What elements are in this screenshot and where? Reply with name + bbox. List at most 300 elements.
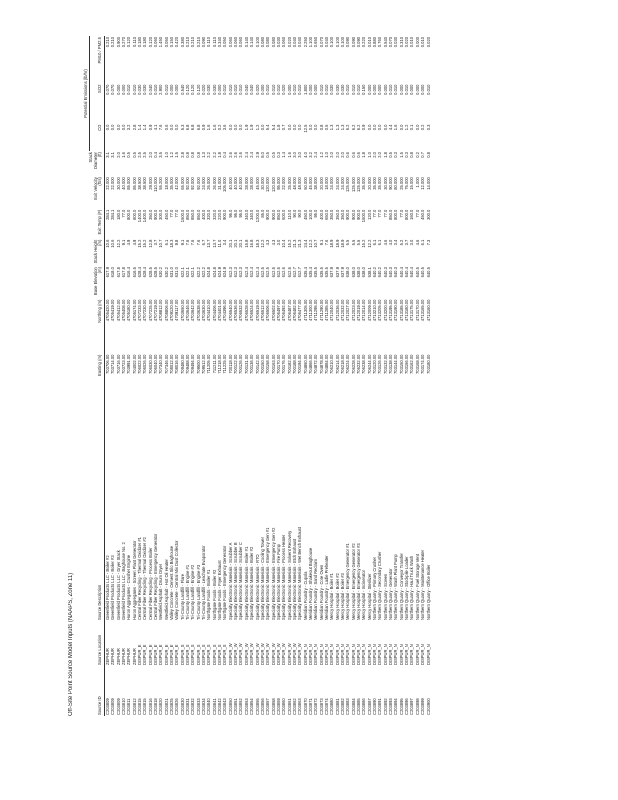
table-cell: 92.000 (190, 177, 196, 190)
table-cell: 638.0 (345, 267, 351, 278)
table-cell: 18.9 (329, 239, 335, 248)
table-cell: 35.000 (361, 177, 367, 190)
table-cell: C203852 (238, 698, 244, 715)
table-cell: C203862 (291, 698, 297, 715)
table-cell: C203874 (323, 698, 329, 715)
table-cell: 612.4 (243, 267, 249, 278)
table-cell: 0.010 (238, 84, 244, 95)
table-cell: 0.010 (409, 37, 415, 48)
table-cell: 0.180 (142, 37, 148, 48)
table-cell: 95.0 (238, 209, 244, 218)
table-cell: 350.0 (334, 209, 340, 220)
table-cell: 7.6 (323, 239, 329, 246)
table-cell: 4713170.00 (414, 299, 420, 322)
table-cell: DISPUR_N (366, 644, 372, 666)
table-cell: C203810 (120, 698, 126, 715)
table-cell: Specialty Electronic Materials - Emergency Gen #2 (270, 527, 276, 621)
table-cell: 628.5 (147, 267, 153, 278)
table-cell: 2.0 (372, 152, 378, 158)
table-cell: DISPUR_E (142, 644, 148, 666)
table-cell: Northern Quarry - Primary Crusher (372, 557, 378, 621)
table-cell: C203899 (420, 698, 426, 715)
table-cell: 1.0 (366, 152, 372, 158)
table-cell: 9.8 (174, 239, 180, 246)
table-cell: 4.0 (388, 239, 394, 246)
table-cell: 0.220 (361, 37, 367, 48)
table-cell: DISPUR_W (270, 643, 276, 666)
table-cell: Central Fiber Recycling - Process Boiler (147, 547, 153, 621)
table-cell: 0.0 (227, 124, 233, 131)
table-cell: 3.1 (110, 152, 116, 158)
table-cell: 622.1 (190, 267, 196, 278)
table-cell: C203872 (313, 698, 319, 715)
table-cell: 640.4 (409, 267, 415, 278)
table-cell: 0.010 (393, 84, 399, 95)
table-cell: Mercy Hospital - Sterilizer (366, 573, 372, 621)
table-cell: 0.000 (217, 84, 223, 95)
table-cell: 4707230.00 (142, 299, 148, 322)
table-cell: Meridian Foundry - Cupola (302, 571, 308, 621)
table-cell: DISPUR_S (179, 644, 185, 666)
table-cell: C203863 (297, 698, 303, 715)
table-cell: 20.1 (233, 239, 239, 248)
table-cell: C203873 (318, 698, 324, 715)
table-cell: 635.5 (318, 267, 324, 278)
table-cell: C203870 (302, 698, 308, 715)
table-cell: 284.1 (104, 209, 110, 220)
table-cell: 0.6 (356, 152, 362, 158)
table-cell: 612.5 (270, 267, 276, 278)
table-cell: 706218.00 (340, 354, 345, 374)
column-header: Easting (m) (89, 354, 104, 409)
table-cell: 1.5 (174, 152, 180, 158)
table-cell: 40.000 (227, 177, 233, 190)
table-cell: C203815 (142, 698, 148, 715)
table-cell: 0.010 (275, 84, 281, 95)
table-cell: Westfield Asphalt - Hot Oil Heater (163, 559, 169, 621)
table-cell: 0.120 (185, 84, 191, 95)
table-cell: 850.0 (195, 209, 201, 220)
table-cell: 320.0 (206, 209, 212, 220)
table-cell: 4711300.00 (307, 299, 313, 321)
table-cell: 6.1 (377, 239, 383, 246)
table-cell: Specialty Electronic Materials - Scrubber B (233, 542, 239, 621)
table-cell: 3.4 (222, 239, 228, 246)
table-cell: 110.0 (286, 209, 292, 220)
table-cell: DISPUR_S (206, 644, 212, 666)
table-cell: 0.0 (398, 124, 404, 131)
table-cell: DISPUR_E (174, 644, 180, 666)
table-cell: 4704401.00 (217, 299, 223, 322)
table-cell: 0.100 (340, 37, 345, 48)
table-cell: DISPUR_W (243, 643, 249, 666)
table-cell: Meridian Foundry - Ladle Preheater (323, 555, 329, 621)
table-cell: DISPUR_W (275, 643, 281, 666)
table-cell: 1.2 (318, 152, 324, 158)
source-input-table (84, 36, 431, 716)
table-cell: 612.6 (286, 267, 292, 278)
table-cell: 0.210 (185, 37, 191, 48)
table-cell: Huron Aggregates - Screen Plant Generator (131, 540, 137, 621)
table-cell: 40.000 (233, 177, 239, 190)
table-cell: 709488.00 (185, 354, 191, 374)
table-cell: Specialty Electronic Materials - Cooling Tower (259, 537, 265, 621)
table-cell: 1.6 (120, 152, 126, 158)
table-cell: Mercy Hospital - Emergency Generator #2 (350, 543, 356, 621)
table-cell: ZEPHUR (104, 648, 110, 666)
table-cell: 711211.00 (211, 354, 217, 374)
table-cell: 13.7 (211, 239, 217, 248)
table-cell: 700188.00 (291, 354, 297, 374)
table-cell: DISPUR_W (259, 643, 265, 666)
table-cell: 92.000 (185, 177, 191, 190)
table-cell: 0.030 (393, 37, 399, 48)
table-cell: DISPUR_W (265, 643, 271, 666)
table-cell: 0.000 (414, 37, 420, 48)
table-cell: 900.0 (356, 209, 362, 220)
table-cell: 3.0 (291, 152, 297, 158)
table-cell: Tri-County Landfill - Leachate Evaporator (201, 545, 207, 621)
table-cell: 640.5 (420, 267, 426, 278)
table-cell: 0.070 (110, 84, 116, 95)
table-cell: 635.4 (307, 267, 313, 278)
table-cell: 700122.00 (233, 354, 239, 374)
table-cell: 21.3 (297, 239, 303, 248)
table-cell: 1.9 (249, 124, 255, 131)
table-cell: 13.7 (206, 239, 212, 248)
table-cell: 900.0 (265, 209, 271, 220)
table-cell: 4706492.00 (281, 299, 287, 322)
table-cell: 706030.00 (147, 354, 153, 374)
table-cell: 711218.00 (217, 354, 223, 374)
table-cell: 637.9 (340, 267, 345, 278)
table-cell: 0.010 (291, 84, 297, 95)
table-cell: 3.5 (158, 152, 164, 158)
table-cell: C203882 (340, 698, 345, 715)
table-cell: 706210.00 (329, 354, 335, 374)
table-cell: 0.030 (136, 84, 142, 95)
table-cell: 284.1 (110, 209, 116, 220)
table-cell: 706026.00 (142, 354, 148, 374)
table-cell: C203890 (372, 698, 378, 715)
table-cell: Northern Quarry - Screen (382, 573, 388, 621)
table-cell: 707340.00 (158, 354, 164, 374)
table-cell: 0.060 (227, 37, 233, 48)
table-cell: Specialty Electronic Materials - Emergency Gen #1 (265, 527, 271, 621)
table-cell: 2.0 (329, 152, 335, 158)
table-cell: 0.5 (131, 152, 137, 158)
table-cell: 35.000 (372, 177, 378, 190)
column-header-row (89, 36, 104, 716)
table-cell: DISPUR_E (158, 644, 164, 666)
table-cell: 12.2 (115, 239, 121, 248)
table-cell: 0.000 (120, 84, 126, 95)
table-cell: 706040.00 (152, 354, 158, 374)
table-cell: 125.000 (345, 177, 351, 192)
table-cell: 0.000 (382, 84, 388, 95)
table-cell: 35.000 (377, 177, 383, 190)
table-cell: 622.2 (195, 267, 201, 278)
table-cell: 617.8 (120, 267, 126, 278)
table-cell: C203840 (206, 698, 212, 715)
table-cell: 50.000 (302, 177, 308, 190)
table-cell: Specialty Electronic Materials - Scrubber A (227, 542, 233, 621)
table-cell: 4712009.00 (366, 299, 372, 322)
table-cell: 0.6 (350, 152, 356, 158)
table-cell: 638.0 (350, 267, 356, 278)
table-cell: 4.9 (126, 239, 132, 246)
table-cell: 1.8 (275, 124, 281, 131)
table-cell: 0.000 (377, 84, 383, 95)
table-cell: ZEPHUR (126, 648, 132, 666)
table-cell: Mercy Hospital - Incinerator (361, 569, 367, 621)
table-cell: 2.6 (227, 152, 233, 158)
table-cell: 624.8 (211, 267, 217, 278)
table-cell: DISPUR_N (329, 644, 335, 666)
table-cell: 38.500 (142, 177, 148, 190)
table-cell: 1.8 (361, 152, 367, 158)
table-cell: 700118.00 (227, 354, 233, 374)
table-cell: Northern Quarry - Conveyor Transfer (398, 553, 404, 621)
table-cell: 600.0 (281, 209, 287, 220)
table-cell: 20.1 (227, 239, 233, 248)
table-cell: 3.1 (104, 152, 110, 158)
table-cell: 6.2 (356, 124, 362, 131)
table-cell: 30.000 (115, 177, 121, 190)
table-cell: 4713175.00 (409, 299, 415, 322)
table-cell: 4706512.00 (259, 299, 265, 322)
table-cell: C203830 (179, 698, 185, 715)
table-cell: 2.0 (147, 152, 153, 158)
table-cell: 180.0 (115, 209, 121, 220)
table-cell: 709480.00 (179, 354, 185, 374)
table-cell: 25.000 (286, 177, 292, 190)
table-cell: 12.000 (420, 177, 426, 190)
table-cell: Tri-County Landfill - Engine #3 (195, 564, 201, 621)
table-cell: 3.4 (393, 239, 399, 246)
table-cell: 0.010 (425, 84, 431, 95)
table-cell: 0.000 (366, 84, 372, 95)
table-cell: DISPUR_N (313, 644, 319, 666)
table-cell: 612.3 (227, 267, 233, 278)
table-cell: 612.6 (275, 267, 281, 278)
table-cell: 0.010 (233, 84, 239, 95)
table-cell: 0.030 (142, 84, 148, 95)
table-cell: 0.8 (318, 124, 324, 131)
table-cell: 1.0 (323, 152, 329, 158)
table-cell: 709512.00 (201, 354, 207, 374)
table-cell: DISPUR_E (147, 644, 153, 666)
table-cell: 631.0 (169, 267, 174, 278)
table-cell: 3.0 (275, 239, 281, 246)
table-cell: C203809 (115, 698, 121, 715)
table-cell: 0.010 (222, 84, 228, 95)
table-cell: 0.3 (404, 152, 410, 158)
table-cell: 12.8 (147, 239, 153, 248)
table-cell: 0.2 (217, 124, 223, 131)
table-cell: 48.000 (297, 177, 303, 190)
table-cell: 4711290.00 (318, 299, 324, 321)
table-cell: 340.0 (243, 209, 249, 220)
table-cell: 4705408.00 (120, 299, 126, 322)
table-cell: 15.000 (409, 177, 415, 190)
table-cell: Northern Quarry - Maintenance Heater (420, 549, 426, 621)
table-cell: 24.4 (302, 239, 308, 248)
table-cell: 2.0 (115, 152, 121, 158)
table-cell: 77.0 (169, 209, 174, 218)
table-cell: 624.8 (206, 267, 212, 278)
table-cell: C203857 (265, 698, 271, 715)
table-cell: 22.000 (281, 177, 287, 190)
table-cell: 700136.00 (249, 354, 255, 374)
table-cell: 900.0 (350, 209, 356, 220)
table-cell: 12.2 (259, 239, 265, 248)
table-cell: 706228.00 (350, 354, 356, 374)
table-cell: C203861 (286, 698, 292, 715)
table-cell: 5.5 (356, 239, 362, 246)
table-cell: 850.0 (388, 209, 394, 220)
table-cell: 2.6 (233, 152, 239, 158)
column-header: CO (89, 124, 104, 151)
table-cell: 706238.00 (361, 354, 367, 374)
table-cell: Greenfield Products LLC - Dryer Stack (115, 550, 121, 621)
table-cell: 4713160.00 (425, 299, 431, 322)
table-cell: 77.0 (398, 209, 404, 218)
table-cell: 22.000 (110, 177, 116, 190)
table-cell: 640.4 (404, 267, 410, 278)
table-cell: C203820 (158, 698, 164, 715)
table-cell: 0.000 (169, 84, 174, 95)
table-cell: 30.000 (259, 177, 265, 190)
table-cell: C203811 (126, 698, 132, 715)
table-cell: 704860.00 (302, 354, 308, 374)
table-cell: 631.0 (174, 267, 180, 278)
table-cell: 0.010 (163, 84, 169, 95)
table-cell: 450.0 (163, 209, 169, 220)
table-cell: 77.0 (377, 209, 383, 218)
table-cell: 25.000 (398, 177, 404, 190)
table-cell: 0.100 (254, 37, 260, 48)
table-cell: 4706540.00 (227, 299, 233, 322)
table-cell: 55.200 (158, 177, 164, 190)
table-cell: C203816 (147, 698, 153, 715)
table-cell: 2.0 (377, 152, 383, 158)
table-cell: Westfield Asphalt - Drum Dryer (158, 563, 164, 621)
table-cell: 9.1 (179, 239, 185, 246)
table-cell: 2.2 (211, 152, 217, 158)
table-cell: 0.030 (329, 84, 335, 95)
table-cell: 612.3 (238, 267, 244, 278)
table-cell: 90.000 (388, 177, 394, 190)
table-cell: 0.010 (227, 84, 233, 95)
table-cell: 0.000 (372, 84, 378, 95)
table-cell: 5.4 (270, 124, 276, 131)
table-cell: 4711295.00 (313, 299, 319, 321)
document-title: Off-Site Point Source Model Inputs (NAAPS, Zone 11) (68, 572, 74, 716)
table-cell: 12.2 (366, 239, 372, 248)
table-cell: 4708812.00 (158, 299, 164, 322)
table-cell: 0.040 (147, 84, 153, 95)
table-cell: 1.2 (169, 152, 174, 158)
table-cell: C203898 (414, 698, 420, 715)
table-cell: 703120.00 (372, 354, 378, 374)
table-cell: 0.020 (286, 37, 292, 48)
table-cell: 0.010 (270, 84, 276, 95)
table-cell: Northern Quarry - Generator (388, 568, 394, 621)
table-cell: 703132.00 (382, 354, 388, 374)
table-cell: 700163.00 (270, 354, 276, 374)
table-cell: 9.1 (318, 239, 324, 246)
table-cell: Specialty Electronic Materials - Solvent Recovery (286, 530, 292, 621)
table-cell: 700126.00 (238, 354, 244, 374)
table-cell: 900.0 (222, 209, 228, 220)
column-header: Source Location (89, 621, 104, 666)
table-cell: 850.0 (275, 209, 281, 220)
table-cell: 612.4 (249, 267, 255, 278)
table-cell: 0.8 (190, 152, 196, 158)
table-cell: 700182.00 (286, 354, 292, 374)
table-cell: 4712023.00 (350, 299, 356, 322)
table-cell: DISPUR_W (297, 643, 303, 666)
table-cell: 640.5 (425, 267, 431, 278)
table-cell: 1.450 (158, 37, 164, 48)
table-cell: C203854 (249, 698, 255, 715)
table-cell: 638.0 (356, 267, 362, 278)
table-cell: 6.1 (163, 239, 169, 246)
table-cell: C203812 (131, 698, 137, 715)
table-cell: 7.3 (425, 239, 431, 246)
table-cell: 624.9 (217, 267, 223, 278)
column-header: Stack Diameter (ft) (89, 151, 104, 176)
table-cell: 709500.00 (195, 354, 201, 374)
table-cell: DISPUR_N (398, 644, 404, 666)
table-cell: Central Fiber Recycling - Thermal Oxidizer #2 (142, 537, 148, 621)
table-cell: 4.3 (265, 239, 271, 246)
table-cell: Mercy Hospital - Boiler #3 (340, 573, 345, 621)
table-cell: 617.9 (104, 267, 110, 278)
table-cell: DISPUR_W (291, 643, 297, 666)
table-cell: 0.090 (356, 37, 362, 48)
table-cell: 0.7 (281, 124, 287, 131)
table-cell: 0.9 (361, 124, 367, 131)
table-cell: 75.000 (404, 177, 410, 190)
table-cell: 65.000 (179, 177, 185, 190)
table-cell: 0.0 (110, 124, 116, 131)
table-cell: 0.120 (147, 37, 153, 48)
table-cell: 0.5 (265, 152, 271, 158)
table-cell: 300.0 (158, 209, 164, 220)
table-cell: Mercy Hospital - Emergency Generator #1 (345, 543, 351, 621)
table-cell: 90.0 (297, 209, 303, 218)
table-cell: 95.000 (275, 177, 281, 190)
table-cell: DISPUR_W (286, 643, 292, 666)
table-cell: 0.030 (211, 84, 217, 95)
table-cell: 120.000 (270, 177, 276, 192)
table-cell: 2.5 (142, 152, 148, 158)
table-cell: 0.0 (414, 124, 420, 131)
table-cell: 0.540 (179, 84, 185, 95)
table-cell: 1.8 (382, 152, 388, 158)
table-cell: 4713165.00 (420, 299, 426, 322)
table-cell: 4713210.00 (372, 299, 378, 322)
table-cell: 703156.00 (404, 354, 410, 374)
table-cell: 1500.0 (179, 209, 185, 223)
table-cell: 12.2 (307, 239, 313, 248)
table-cell: 18.000 (163, 177, 169, 190)
table-cell: 703714.00 (110, 354, 116, 374)
table-cell: 0.0 (259, 124, 265, 131)
table-cell: 0.210 (104, 37, 110, 48)
